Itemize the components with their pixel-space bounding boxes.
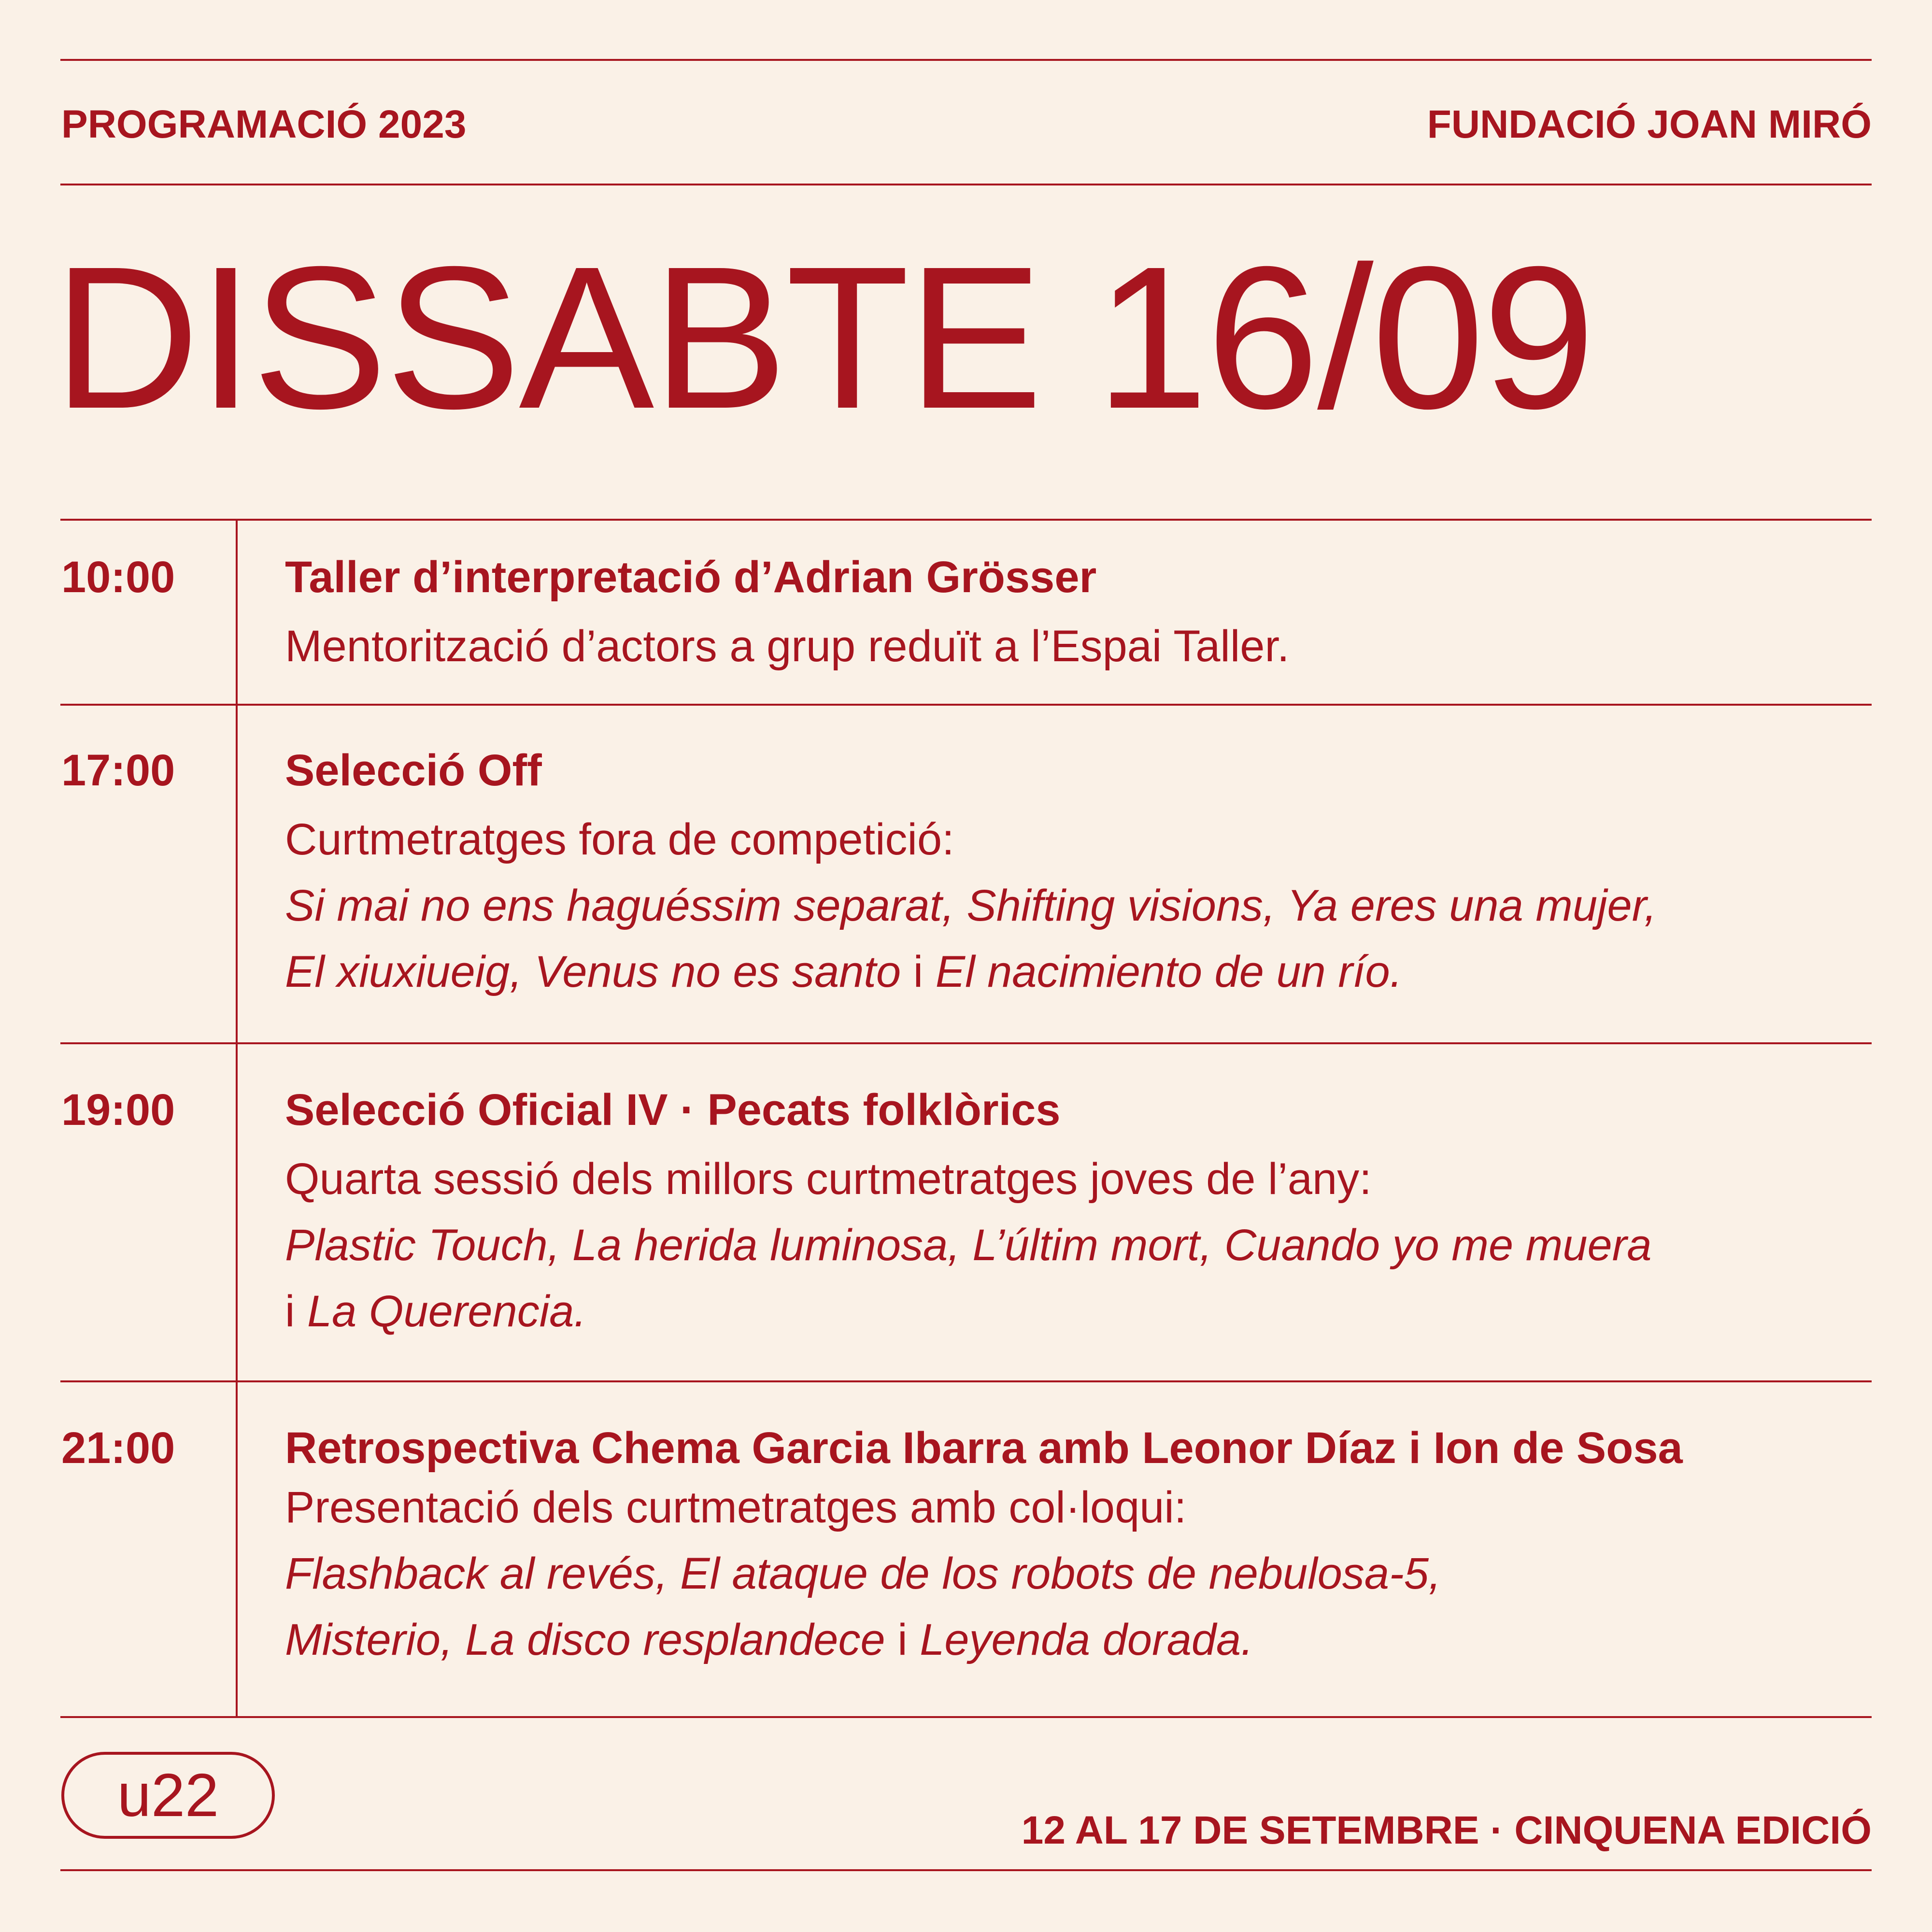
event-divider — [60, 704, 1872, 706]
time-column-divider — [236, 520, 238, 1718]
event-item — [285, 1421, 1860, 1673]
event-divider — [60, 1042, 1872, 1044]
event-films — [285, 873, 1860, 939]
event-description: Curtmetratges fora de competició: — [285, 815, 954, 864]
film-list: Leyenda dorada. — [920, 1615, 1253, 1664]
event-description: Mentorització d’actors a grup reduït a l’Espai Taller. — [285, 622, 1290, 671]
event-description: Presentació dels curtmetratges amb col·loqui: — [285, 1483, 1187, 1532]
festival-dates: 12 AL 17 DE SETEMBRE · CINQUENA EDICIÓ — [1021, 1808, 1872, 1852]
event-time: 17:00 — [61, 746, 175, 795]
schedule-bottom-divider — [60, 1716, 1872, 1718]
page-title: DISSABTE 16/09 — [53, 225, 1593, 451]
event-title: Taller d’interpretació d’Adrian Grösser — [285, 553, 1097, 602]
schedule-top-divider — [60, 519, 1872, 521]
event-item — [285, 744, 1860, 1005]
event-title: Retrospectiva Chema Garcia Ibarra amb Leonor Díaz i Ion de Sosa — [285, 1423, 1683, 1473]
event-title: Selecció Oficial IV · Pecats folklòrics — [285, 1085, 1061, 1135]
film-list: Plastic Touch, La herida luminosa, L’últim mort, Cuando yo me muera — [285, 1221, 1652, 1270]
film-list: La Querencia. — [307, 1287, 586, 1336]
conjunction: i — [285, 1287, 307, 1336]
event-item — [285, 1083, 1860, 1345]
event-description: Quarta sessió dels millors curtmetratges joves de l’any: — [285, 1154, 1372, 1204]
bottom-divider — [60, 1869, 1872, 1871]
event-divider — [60, 1380, 1872, 1382]
film-list: Si mai no ens haguéssim separat, Shifting visions, Ya eres una mujer, — [285, 881, 1657, 930]
u22-logo: u22 — [61, 1752, 275, 1839]
event-films — [285, 1607, 1860, 1673]
event-time: 19:00 — [61, 1085, 175, 1135]
program-label: PROGRAMACIÓ 2023 — [61, 102, 467, 146]
header-divider — [60, 184, 1872, 185]
film-list: Misterio, La disco resplandece — [285, 1615, 885, 1664]
event-item — [285, 551, 1860, 680]
top-divider — [60, 59, 1872, 61]
event-films — [285, 939, 1860, 1005]
event-films — [285, 1541, 1860, 1607]
event-time: 10:00 — [61, 553, 175, 602]
conjunction: i — [901, 947, 936, 996]
venue-label: FUNDACIÓ JOAN MIRÓ — [1427, 102, 1872, 146]
event-time: 21:00 — [61, 1423, 175, 1473]
film-list: Flashback al revés, El ataque de los robots de nebulosa-5, — [285, 1549, 1441, 1598]
event-title: Selecció Off — [285, 746, 542, 795]
event-films — [285, 1279, 1860, 1345]
event-films — [285, 1212, 1860, 1279]
film-list: El nacimiento de un río. — [935, 947, 1403, 996]
film-list: El xiuxiueig, Venus no es santo — [285, 947, 901, 996]
conjunction: i — [885, 1615, 920, 1664]
